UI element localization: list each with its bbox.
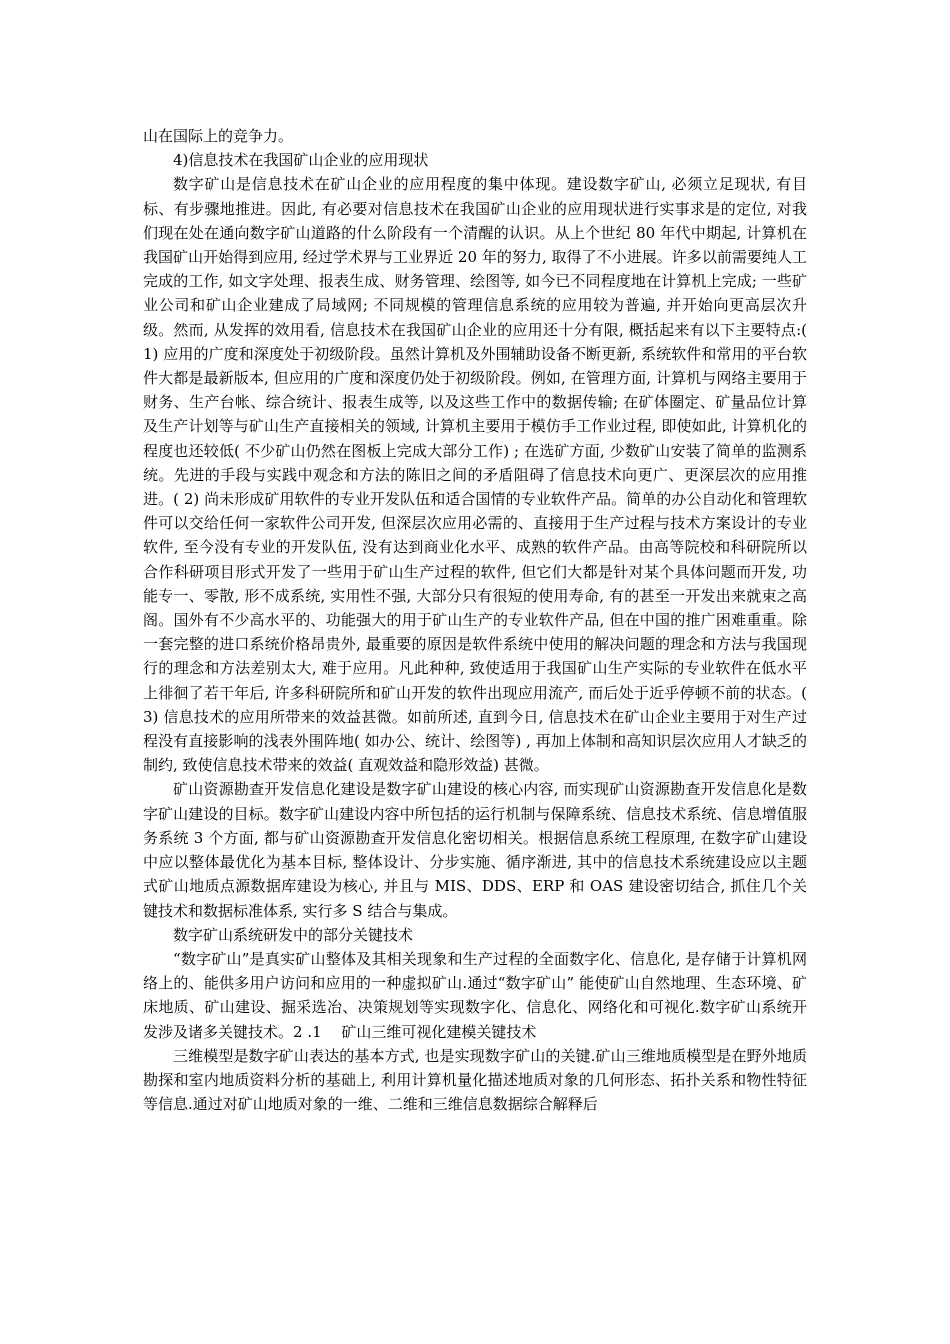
- document-page: [143, 124, 807, 1116]
- paragraph-digital-mine-status: 数字矿山是信息技术在矿山企业的应用程度的集中体现。建设数字矿山, 必须立足现状, 有目标、有步骤地推进。因此, 有必要对信息技术在我国矿山企业的应用现状进行实事求是的定位, 对我们现在处在通向数字矿山道路的什么阶段有一个清醒的认识。从上个世纪 80 年代中期起, 计算机在我国矿山开始得到应用, 经过学术界与工业界近 20 年的努力, 取得了不小进展。许多以前需要纯人工完成的工作, 如文字处理、报表生成、财务管理、绘图等, 如今已不同程度地在计算机上完成; 一些矿业公司和矿山企业建成了局域网; 不同规模的管理信息系统的应用较为普遍, 并开始向更高层次升级。然而, 从发挥的效用看, 信息技术在我国矿山企业的应用还十分有限, 概括起来有以下主要特点:( 1) 应用的广度和深度处于初级阶段。虽然计算机及外围辅助设备不断更新, 系统软件和常用的平台软件大都是最新版本, 但应用的广度和深度仍处于初级阶段。例如, 在管理方面, 计算机与网络主要用于财务、生产台帐、综合统计、报表生成等, 以及这些工作中的数据传输; 在矿体圈定、矿量品位计算及生产计划等与矿山生产直接相关的领域, 计算机主要用于模仿手工作业过程, 即使如此, 计算机化的程度也还较低( 不少矿山仍然在图板上完成大部分工作) ; 在选矿方面, 少数矿山安装了简单的监测系统。先进的手段与实践中观念和方法的陈旧之间的矛盾阻碍了信息技术向更广、更深层次的应用推进。( 2) 尚未形成矿用软件的专业开发队伍和适合国情的专业软件产品。简单的办公自动化和管理软件可以交给任何一家软件公司开发, 但深层次应用必需的、直接用于生产过程与技术方案设计的专业软件, 至今没有专业的开发队伍, 没有达到商业化水平、成熟的软件产品。由高等院校和科研院所以合作科研项目形式开发了一些用于矿山生产过程的软件, 但它们大都是针对某个具体问题而开发, 功能专一、零散, 形不成系统, 实用性不强, 大部分只有很短的使用寿命, 有的甚至一开发出来就束之高阁。国外有不少高水平的、功能强大的用于矿山生产的专业软件产品, 但在中国的推广困难重重。除一套完整的进口系统价格昂贵外, 最重要的原因是软件系统中使用的解决问题的理念和方法与我国现行的理念和方法差别太大, 难于应用。凡此种种, 致使适用于我国矿山生产实际的专业软件在低水平上徘徊了若干年后, 许多科研院所和矿山开发的软件出现应用流产, 而后处于近乎停顿不前的状态。( 3) 信息技术的应用所带来的效益甚微。如前所述, 直到今日, 信息技术在矿山企业主要用于对生产过程没有直接影响的浅表外围阵地( 如办公、统计、绘图等) , 再加上体制和高知识层次应用人才缺乏的制约, 致使信息技术带来的效益( 直观效益和隐形效益) 甚微。: [143, 175, 807, 775]
- paragraph-informatization-core: 矿山资源勘查开发信息化建设是数字矿山建设的核心内容, 而实现矿山资源勘查开发信息化是数字矿山建设的目标。数字矿山建设内容中所包括的运行机制与保障系统、信息技术系统、信息增值服务系统 3 个方面, 都与矿山资源勘查开发信息化密切相关。根据信息系统工程原理, 在数字矿山建设中应以整体最优化为基本目标, 整体设计、分步实施、循序渐进, 其中的信息技术系统建设应以主题式矿山地质点源数据库建设为核心, 并且与 MIS、DDS、ERP 和 OAS 建设密切结合, 抓住几个关键技术和数据标准体系, 实行多 S 结合与集成。: [143, 780, 807, 920]
- paragraph-continuation: 山在国际上的竞争力。: [143, 127, 294, 145]
- paragraph-digital-mine-definition: “数字矿山”是真实矿山整体及其相关现象和生产过程的全面数字化、信息化, 是存储于计算机网络上的、能供多用户访问和应用的一种虚拟矿山.通过“数字矿山” 能使矿山自然地理、生态环境、矿床地质、矿山建设、掘采选冶、决策规划等实现数字化、信息化、网络化和可视化.数字矿山系统开发涉及诸多关键技术。2 .1 矿山三维可视化建模关键技术: [143, 949, 807, 1041]
- paragraph-3d-model: 三维模型是数字矿山表达的基本方式, 也是实现数字矿山的关键.矿山三维地质模型是在野外地质勘探和室内地质资料分析的基础上, 利用计算机量化描述地质对象的几何形态、拓扑关系和物性特征等信息.通过对矿山地质对象的一维、二维和三维信息数据综合解释后: [143, 1046, 807, 1114]
- section-heading-it-application-status: 4)信息技术在我国矿山企业的应用现状: [173, 151, 429, 170]
- section-heading-key-technologies: 数字矿山系统研发中的部分关键技术: [173, 925, 414, 944]
